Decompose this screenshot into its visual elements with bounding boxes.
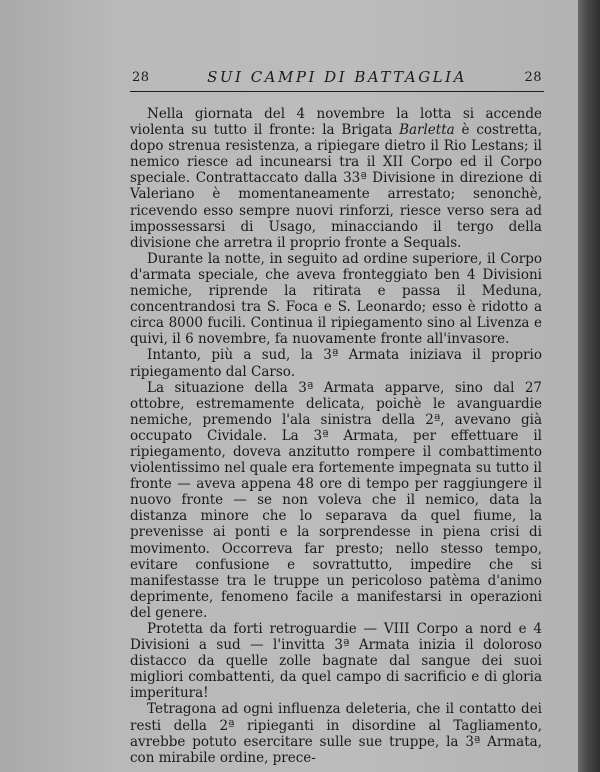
paragraph: Durante la notte, in seguito ad ordine superiore, il Corpo d'armata speciale, che aveva fronteggiato ben 4 Divisioni nemiche, riprende la ritirata e passa il Meduna, concentrandosi tra S. Foca e S. Leonardo; esso è ridotto a circa 8000 fucili. Continua il ripiegamento sino al Livenza e quivi, il 6 novembre, fa nuovamente fronte all'invasore. bbox=[130, 250, 542, 348]
page-number-right: 28 bbox=[524, 70, 542, 85]
header-rule bbox=[130, 91, 544, 92]
running-title: SUI CAMPI DI BATTAGLIA bbox=[207, 68, 467, 86]
book-spine-shadow bbox=[578, 0, 600, 772]
page-header bbox=[130, 68, 544, 90]
paragraph: Protetta da forti retroguardie — VIII Corpo a nord e 4 Divisioni a sud — l'invitta 3ª Armata inizia il doloroso distacco da quelle zolle bagnate dal sangue dei suoi migliori combattenti, da quel campo di sacrificio e di gloria imperitura! bbox=[130, 621, 542, 702]
body-text bbox=[130, 106, 542, 766]
page-number-left: 28 bbox=[132, 70, 150, 85]
paragraph: Tetragona ad ogni influenza deleteria, che il contatto dei resti della 2ª ripieganti in disordine al Tagliamento, avrebbe potuto esercitare sulle sue truppe, la 3ª Armata, con mirabile ordine, prece- bbox=[130, 701, 542, 766]
paragraph: La situazione della 3ª Armata apparve, sino dal 27 ottobre, estremamente delicata, poichè le avanguardie nemiche, premendo l'ala sinistra della 2ª, avevano già occupato Cividale. La 3ª Armata, per effettuare il ripiegamento, doveva anzitutto rompere il combattimento violentissimo nel quale era fortemente impegnata su tutto il fronte — aveva appena 48 ore di tempo per raggiungere il nuovo fronte — se non voleva che il nemico, data la distanza minore che lo separava da quel fiume, la prevenisse ai ponti e la sorprendesse in piena crisi di movimento. Occorreva far presto; nello stesso tempo, evitare confusione e sovrattutto, impedire che si manifestasse tra le truppe un pericoloso patèma d'animo deprimente, fenomeno facile a manifestarsi in operazioni del genere. bbox=[130, 379, 542, 621]
paragraph: Nella giornata del 4 novembre la lotta si accende violenta su tutto il fronte: la Brigata Barletta è costretta, dopo strenua resistenza, a ripiegare dietro il Rio Lestans; il nemico riesce ad incunearsi tra il XII Corpo ed il Corpo speciale. Contrattaccato dalla 33ª Divisione in direzione di Valeriano è momentaneamente arrestato; senonchè, ricevendo esso sempre nuovi rinforzi, riesce verso sera ad impossessarsi di Usago, minacciando il tergo della divisione che arretra il proprio fronte a Sequals. bbox=[130, 106, 542, 251]
paragraph: Intanto, più a sud, la 3ª Armata iniziava il proprio ripiegamento dal Carso. bbox=[130, 347, 542, 380]
